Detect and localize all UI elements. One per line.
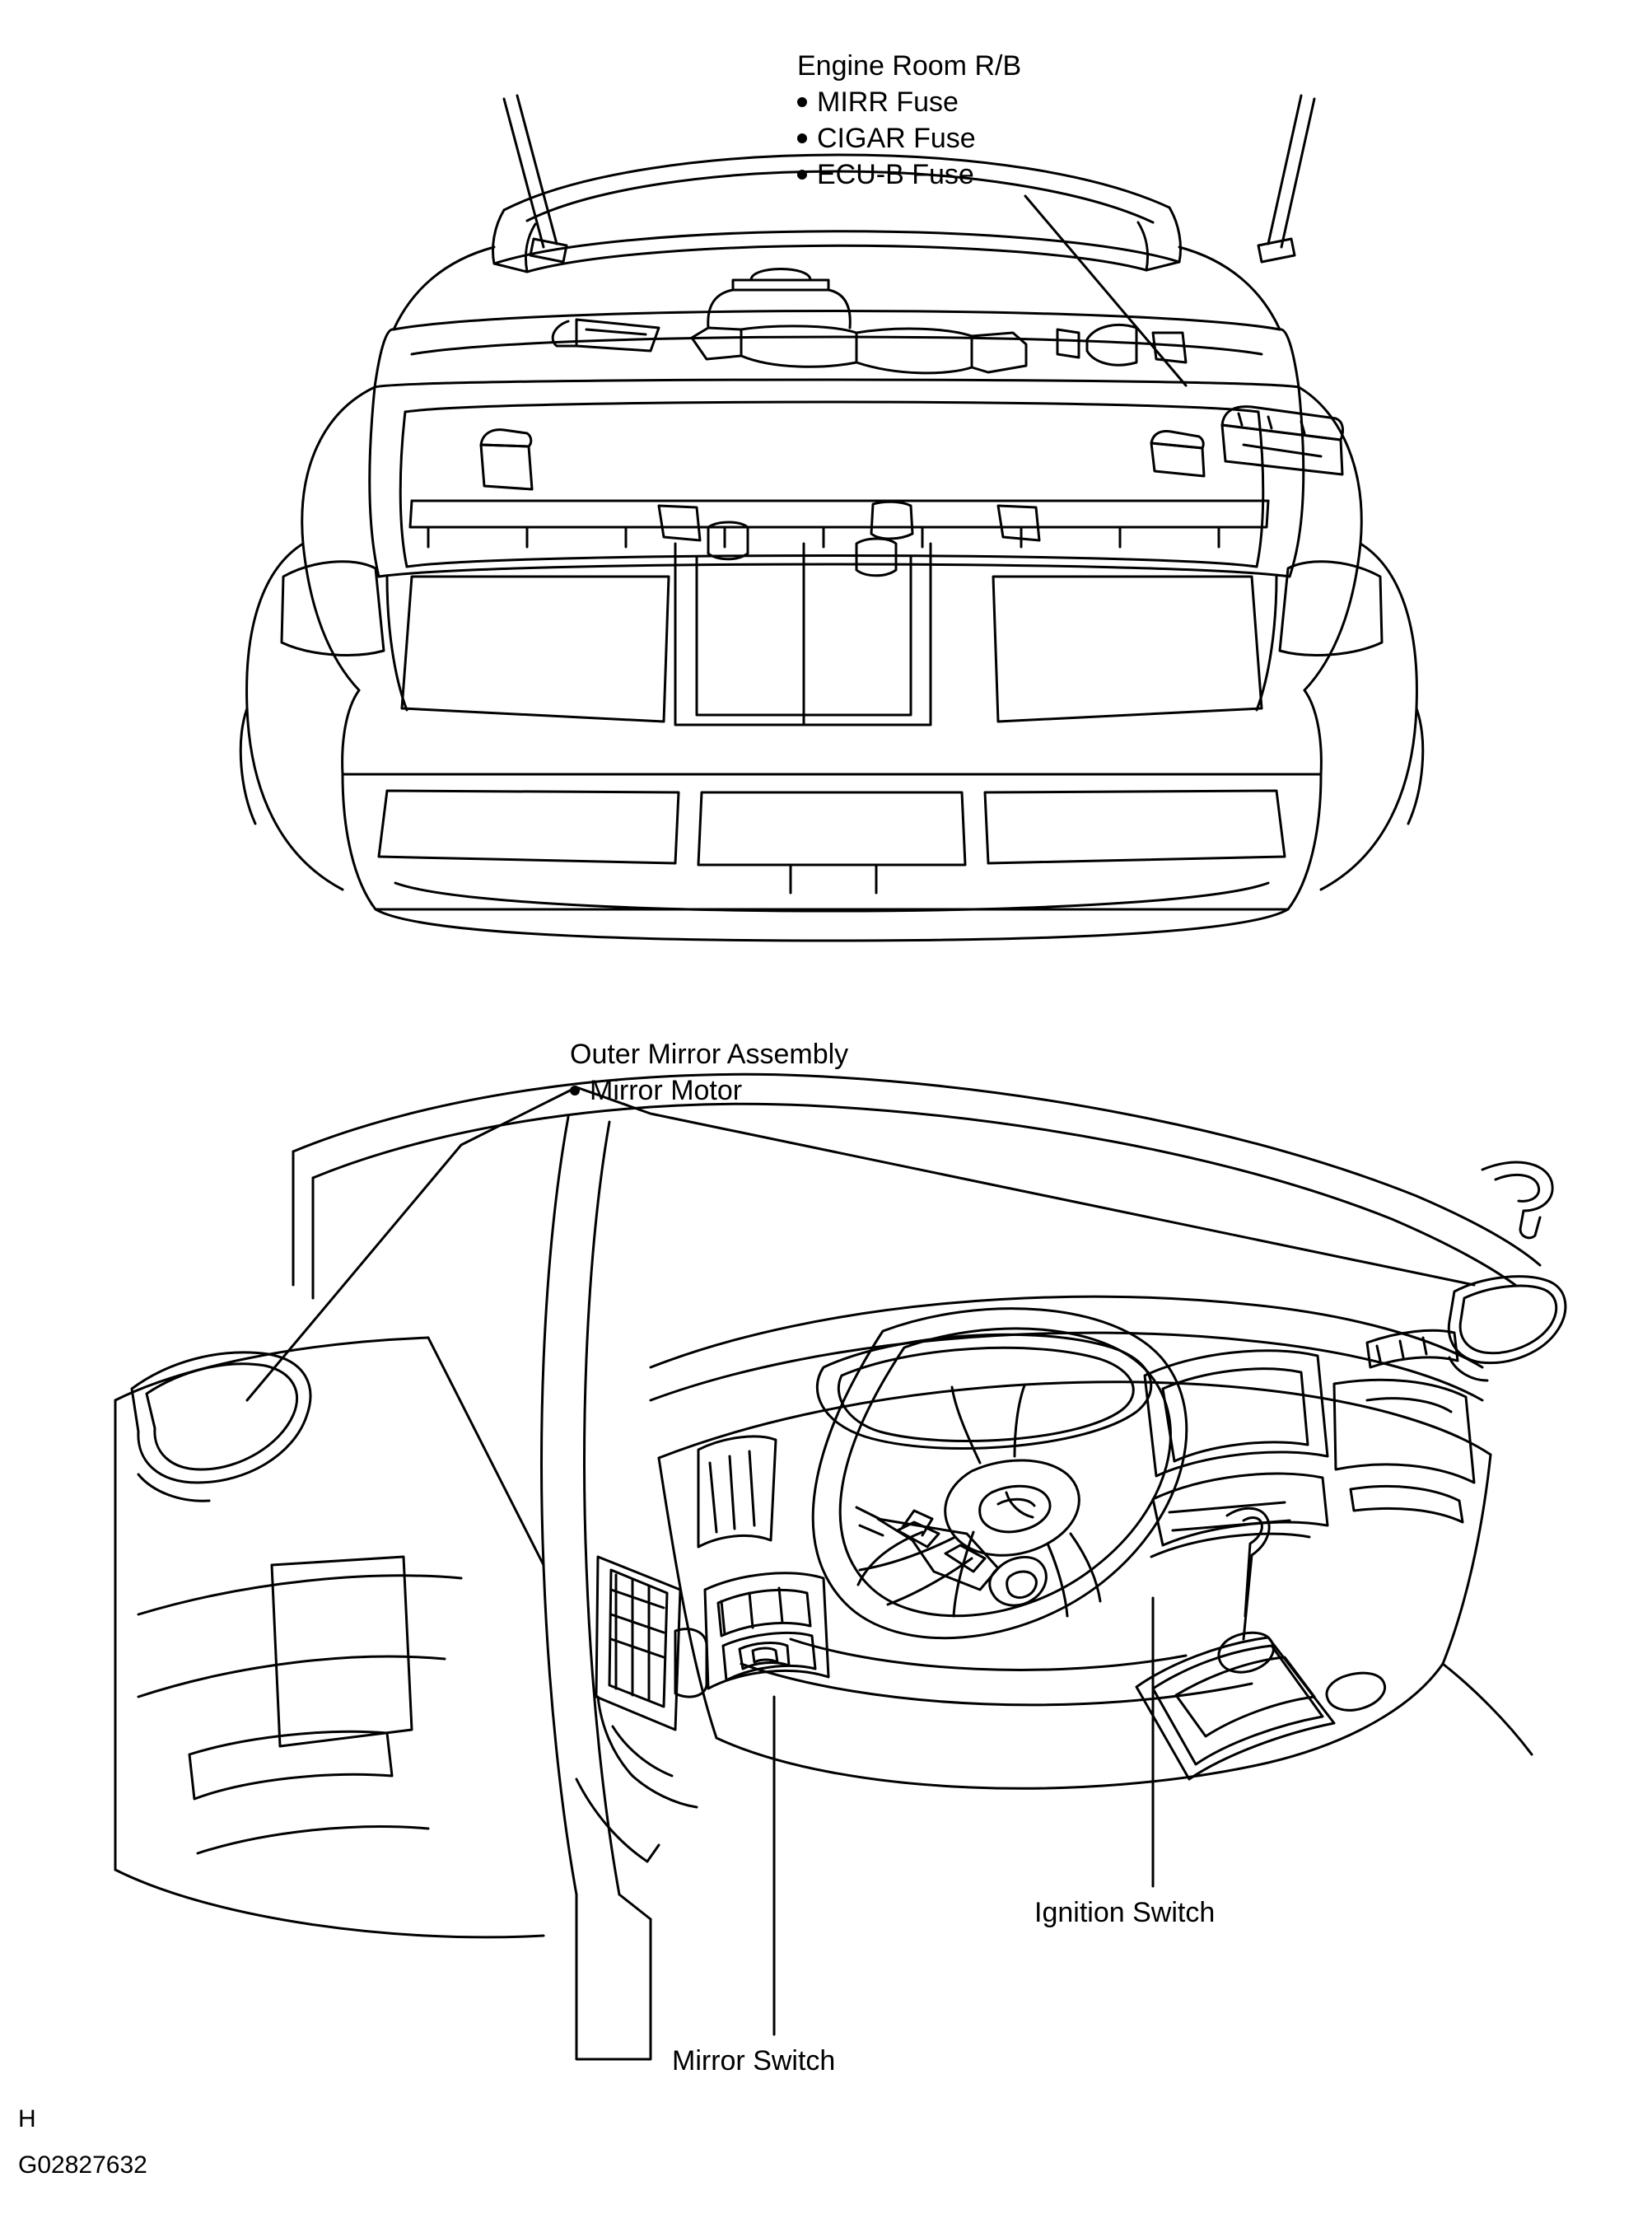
callout-item: [797, 156, 1021, 193]
callout-outer-mirror-assembly: [570, 1036, 848, 1109]
bullet-dot-icon: [797, 97, 807, 107]
bullet-dot-icon: [797, 170, 807, 180]
callout-item-label: Mirror Motor: [590, 1075, 743, 1106]
callout-mirror-switch: Mirror Switch: [672, 2045, 836, 2077]
callout-item: [797, 84, 1021, 120]
callout-item-label: CIGAR Fuse: [817, 123, 976, 154]
callout-ignition-switch: Ignition Switch: [1034, 1897, 1216, 1928]
callout-title: Engine Room R/B: [797, 50, 1022, 82]
callout-item: [797, 120, 1021, 156]
bullet-dot-icon: [797, 133, 807, 143]
bullet-dot-icon: [570, 1086, 580, 1095]
callout-title: Outer Mirror Assembly: [570, 1039, 849, 1070]
callout-item-label: ECU-B Fuse: [817, 159, 974, 190]
interior-view-group: [115, 1074, 1566, 2059]
callout-item-label: MIRR Fuse: [817, 86, 959, 118]
callout-item: [570, 1072, 848, 1109]
front-view-group: [240, 96, 1422, 941]
figure-code: G02827632: [18, 2151, 147, 2179]
figure-letter: H: [18, 2105, 36, 2133]
callout-engine-room-rb: [797, 48, 1021, 193]
